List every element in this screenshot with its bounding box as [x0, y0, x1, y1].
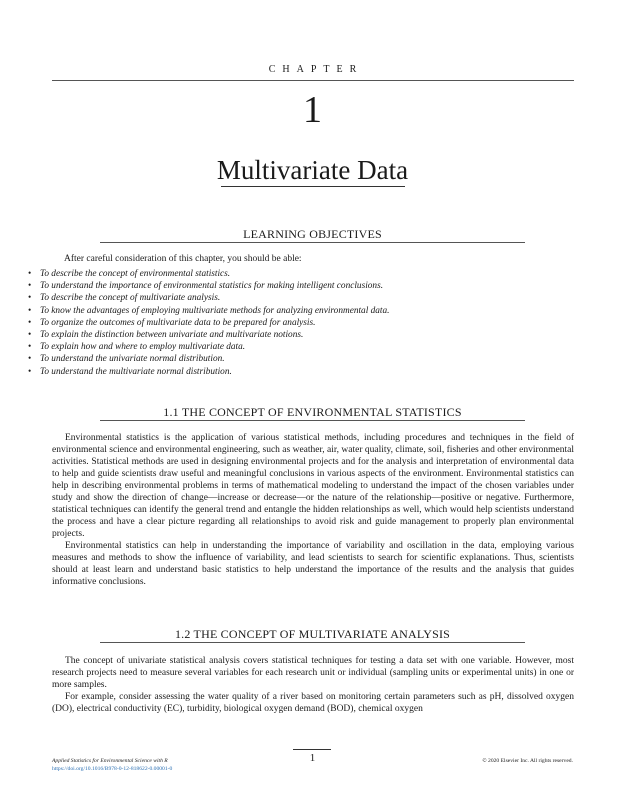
section-1-2-body: [52, 655, 574, 715]
chapter-number: 1: [303, 89, 322, 131]
objectives-list: [24, 268, 584, 378]
objective-item: [24, 268, 584, 280]
bullet-glyph: •: [28, 342, 32, 353]
bullet-glyph: •: [28, 366, 32, 377]
section-1-1-heading: 1.1 THE CONCEPT OF ENVIRONMENTAL STATISTICS: [163, 405, 462, 419]
objective-text: To describe the concept of environmental statistics.: [40, 269, 231, 279]
objective-item: [24, 341, 584, 353]
paragraph: Environmental statistics is the application of various statistical methods, including procedures and techniques in the field of environmental science and environmental engineering, such as weather, air, water quality, climate, soil, fisheries and other environmental activities. Statistical methods are used in designing environmental projects and for the analysis and interpretation of environmental data to help and guide scientists draw useful and meaningful conclusions in various aspects of the environment. Environmental statistics can help in describing environmental problems in terms of mathematical modeling to understand the impact of the chosen variables under study and show the direction of change—increase or decrease—or the nature of the relationship—positive or negative. Furthermore, statistical techniques can identify the general trend and entangle the hidden relationships as well, which would help scientists understand the process and have a clear picture regarding all relationships to avoid risk and guide management to properly plan environmental projects.: [52, 433, 574, 539]
chapter-title: Multivariate Data: [216, 155, 409, 185]
learning-objectives-rule: [100, 242, 525, 243]
objective-text: To know the advantages of employing multivariate methods for analyzing environmental data.: [40, 305, 390, 316]
section-1-2-heading: 1.2 THE CONCEPT OF MULTIVARIATE ANALYSIS: [174, 627, 451, 641]
bullet-glyph: •: [28, 317, 32, 328]
footer-rule: [293, 749, 331, 750]
objective-text: To understand the multivariate normal distribution.: [40, 366, 232, 377]
section-1-1-rule: [100, 420, 525, 421]
objective-item: [24, 329, 584, 341]
bullet-glyph: •: [28, 330, 32, 341]
page-number: 1: [309, 752, 316, 764]
bullet-glyph: •: [28, 269, 32, 279]
objective-text: To describe the concept of multivariate analysis.: [40, 293, 221, 304]
chapter-title-rule: [221, 186, 405, 187]
footer-book-title: Applied Statistics for Environmental Science with R: [52, 758, 168, 764]
footer-doi-link[interactable]: https://doi.org/10.1016/B978-0-12-818622-0.00001-0: [52, 766, 173, 772]
bullet-glyph: •: [28, 305, 32, 316]
objective-item: [24, 292, 584, 304]
paragraph: Environmental statistics can help in understanding the importance of variability and oscillation in the data, employing various measures and methods to show the influence of variability, and lead scientists to search for scientific explanations. Thus, scientists should at least learn and understand basic statistics to help understand the importance of the results and the analysis that guides informative conclusions.: [52, 541, 574, 587]
section-1-2-rule: [100, 642, 525, 643]
footer-copyright: © 2020 Elsevier Inc. All rights reserved.: [482, 758, 573, 764]
objective-item: [24, 317, 584, 329]
bullet-glyph: •: [28, 293, 32, 304]
objective-item: [24, 305, 584, 317]
chapter-top-rule: [52, 80, 574, 81]
objective-text: To understand the importance of environmental statistics for making intelligent conclusions.: [40, 281, 384, 292]
paragraph: The concept of univariate statistical analysis covers statistical techniques for testing a data set with one variable. However, most research projects need to measure several variables for each research unit or individual (sampling units or experimental units) in one or more samples.: [52, 656, 574, 690]
objective-text: To explain how and where to employ multivariate data.: [40, 342, 246, 353]
objective-text: To understand the univariate normal distribution.: [40, 354, 225, 365]
objective-text: To organize the outcomes of multivariate data to be prepared for analysis.: [40, 317, 316, 328]
objectives-intro: After careful consideration of this chapter, you should be able:: [64, 254, 302, 264]
objective-item: [24, 280, 584, 292]
objective-text: To explain the distinction between univariate and multivariate notions.: [40, 330, 304, 341]
section-1-1-body: [52, 432, 574, 588]
chapter-label: CHAPTER: [268, 64, 364, 75]
bullet-glyph: •: [28, 281, 32, 292]
learning-objectives-heading: LEARNING OBJECTIVES: [243, 227, 382, 241]
objective-item: [24, 366, 584, 378]
paragraph: For example, consider assessing the water quality of a river based on monitoring certain parameters such as pH, dissolved oxygen (DO), electrical conductivity (EC), turbidity, biological oxygen demand (BOD), chemical oxygen: [52, 692, 574, 714]
objective-item: [24, 353, 584, 365]
bullet-glyph: •: [28, 354, 32, 365]
